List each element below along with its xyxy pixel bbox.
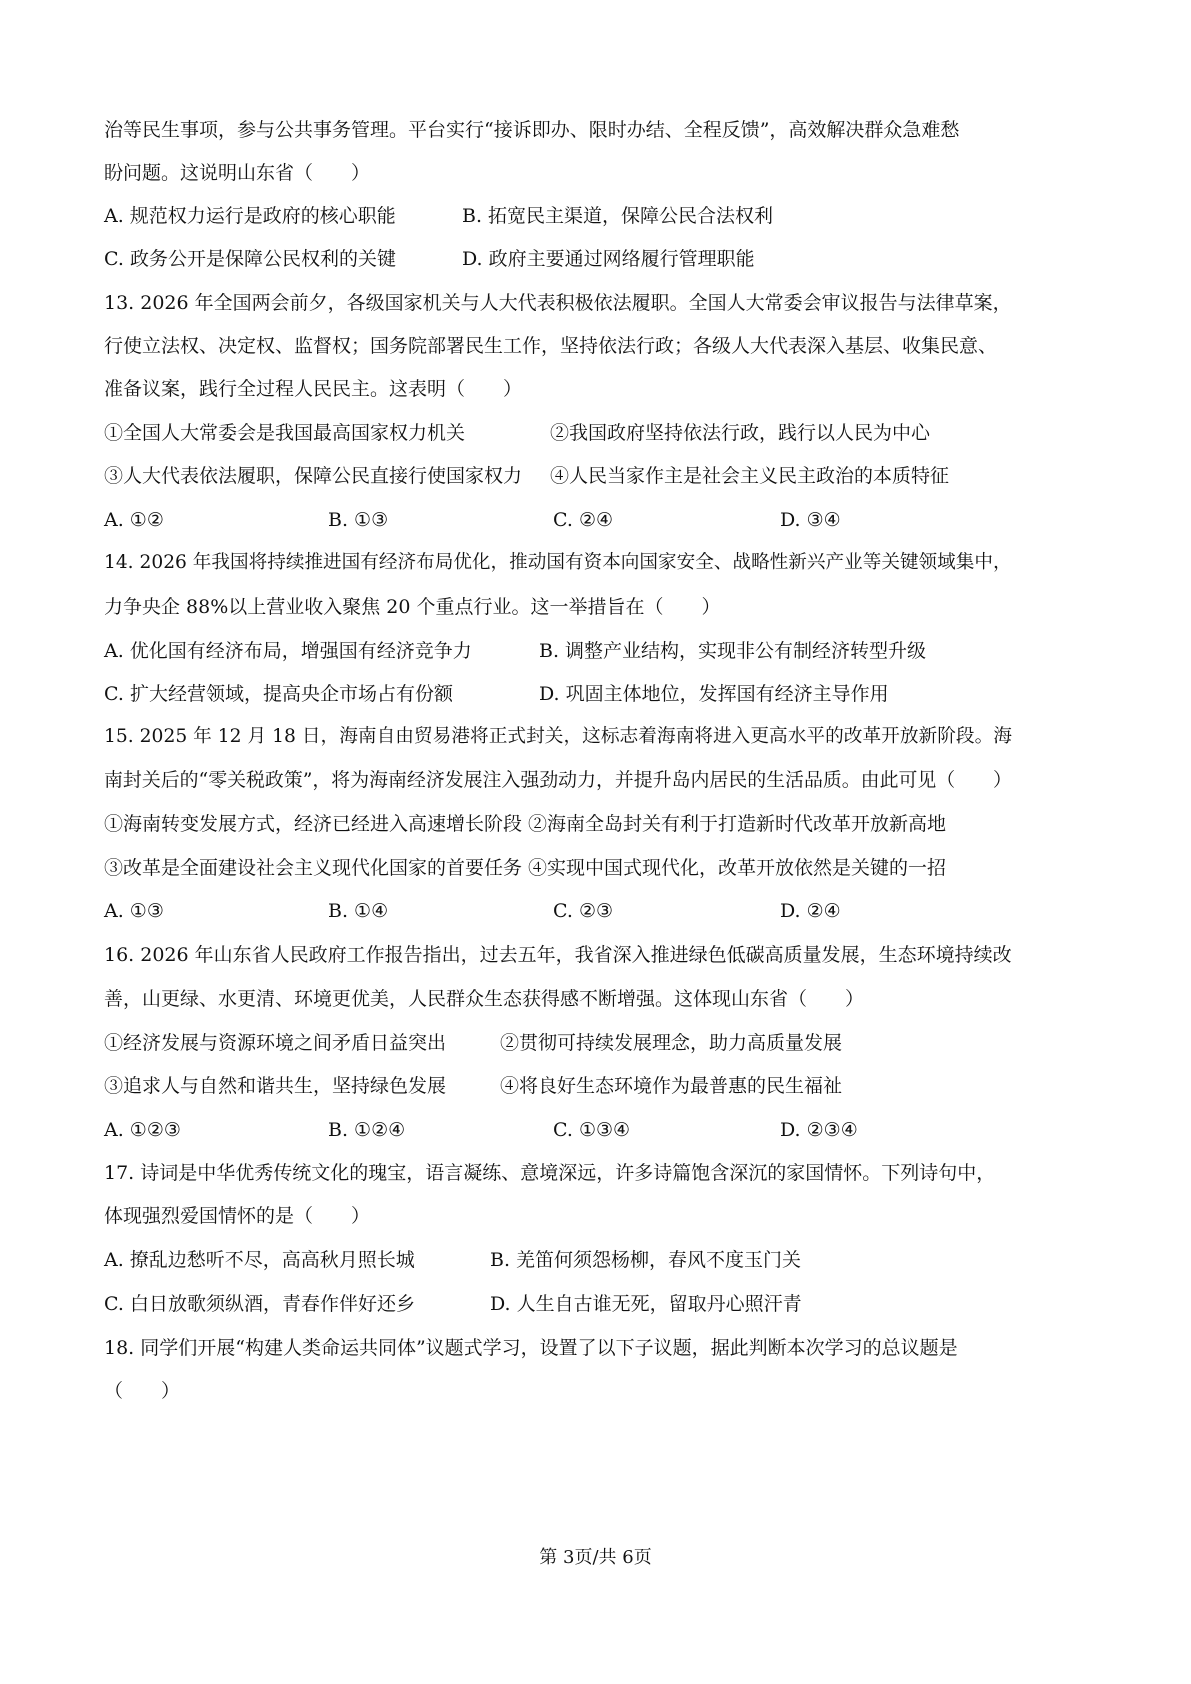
q13-option-a: A. ①② — [104, 509, 164, 531]
q16-statement-4: ④将良好生态环境作为最普惠的民生福祉 — [500, 1075, 843, 1097]
q13-statement-2: ②我国政府坚持依法行政，践行以人民为中心 — [550, 422, 931, 444]
q13-option-b: B. ①③ — [328, 509, 389, 531]
q12-option-c: C. 政务公开是保障公民权利的关键 — [104, 248, 396, 270]
q12-option-d: D. 政府主要通过网络履行管理职能 — [462, 248, 755, 270]
q17-stem-line-1: 17. 诗词是中华优秀传统文化的瑰宝，语言凝练、意境深远，许多诗篇饱含深沉的家国情怀。下列诗句中， — [104, 1162, 996, 1184]
q17-option-c: C. 白日放歌须纵酒，青春作伴好还乡 — [104, 1293, 415, 1315]
q15-stem-line-1: 15. 2025 年 12 月 18 日，海南自由贸易港将正式封关，这标志着海南将进入更高水平的改革开放新阶段。海 — [104, 726, 1012, 747]
q16-statement-1: ①经济发展与资源环境之间矛盾日益突出 — [104, 1032, 447, 1054]
q17-stem-line-2: 体现强烈爱国情怀的是（ ） — [104, 1205, 371, 1227]
q16-option-c: C. ①③④ — [553, 1119, 631, 1141]
q12-option-a: A. 规范权力运行是政府的核心职能 — [104, 205, 396, 227]
q17-option-b: B. 羌笛何须怨杨柳，春风不度玉门关 — [490, 1249, 802, 1271]
q16-stem-line-1: 16. 2026 年山东省人民政府工作报告指出，过去五年，我省深入推进绿色低碳高质量发展，生态环境持续改 — [104, 944, 1012, 966]
q13-option-d: D. ③④ — [780, 509, 841, 531]
q17-option-d: D. 人生自古谁无死，留取丹心照汗青 — [490, 1293, 802, 1315]
q16-option-d: D. ②③④ — [780, 1119, 858, 1141]
q13-option-c: C. ②④ — [553, 509, 614, 531]
q15-option-d: D. ②④ — [780, 900, 841, 922]
q13-statement-1: ①全国人大常委会是我国最高国家权力机关 — [104, 422, 466, 444]
q16-option-a: A. ①②③ — [104, 1119, 181, 1141]
q15-option-c: C. ②③ — [553, 900, 614, 922]
q16-statement-3: ③追求人与自然和谐共生，坚持绿色发展 — [104, 1075, 447, 1097]
q13-stem-line-2: 行使立法权、决定权、监督权；国务院部署民生工作，坚持依法行政；各级人大代表深入基层、收集民意、 — [104, 335, 998, 357]
q16-option-b: B. ①②④ — [328, 1119, 406, 1141]
q14-option-d: D. 巩固主体地位，发挥国有经济主导作用 — [539, 683, 889, 705]
q12-option-b: B. 拓宽民主渠道，保障公民合法权利 — [462, 205, 774, 227]
q13-stem-line-3: 准备议案，践行全过程人民民主。这表明（ ） — [104, 378, 523, 400]
q15-stem-line-2: 南封关后的“零关税政策”，将为海南经济发展注入强劲动力，并提升岛内居民的生活品质。由此可见（ ） — [104, 769, 1012, 791]
q17-option-a: A. 撩乱边愁听不尽，高高秋月照长城 — [104, 1249, 415, 1271]
q13-stem-line-1: 13. 2026 年全国两会前夕，各级国家机关与人大代表积极依法履职。全国人大常委会审议报告与法律草案， — [104, 292, 1012, 314]
q14-stem-line-1: 14. 2026 年我国将持续推进国有经济布局优化，推动国有资本向国家安全、战略性新兴产业等关键领域集中， — [104, 552, 1012, 573]
q15-option-b: B. ①④ — [328, 900, 389, 922]
q12-stem-line-1: 治等民生事项，参与公共事务管理。平台实行“接诉即办、限时办结、全程反馈”，高效解决群众急难愁 — [104, 119, 960, 141]
q18-stem-line-1: 18. 同学们开展“构建人类命运共同体”议题式学习，设置了以下子议题，据此判断本次学习的总议题是 — [104, 1337, 958, 1359]
q16-stem-line-2: 善，山更绿、水更清、环境更优美，人民群众生态获得感不断增强。这体现山东省（ ） — [104, 988, 865, 1010]
q16-statement-2: ②贯彻可持续发展理念，助力高质量发展 — [500, 1032, 843, 1054]
q15-option-a: A. ①③ — [104, 900, 164, 922]
q15-statements-3-4: ③改革是全面建设社会主义现代化国家的首要任务 ④实现中国式现代化，改革开放依然是关键的一招 — [104, 857, 947, 879]
q14-stem-line-2: 力争央企 88%以上营业收入聚焦 20 个重点行业。这一举措旨在（ ） — [104, 596, 721, 618]
q14-option-c: C. 扩大经营领域，提高央企市场占有份额 — [104, 683, 453, 705]
page-footer: 第 3页/共 6页 — [539, 1547, 652, 1568]
q14-option-a: A. 优化国有经济布局，增强国有经济竞争力 — [104, 640, 472, 662]
q18-stem-line-2: （ ） — [104, 1380, 181, 1402]
q13-statement-3: ③人大代表依法履职，保障公民直接行使国家权力 — [104, 465, 523, 487]
q15-statements-1-2: ①海南转变发展方式，经济已经进入高速增长阶段 ②海南全岛封关有利于打造新时代改革开放新高地 — [104, 813, 947, 835]
q14-option-b: B. 调整产业结构，实现非公有制经济转型升级 — [539, 640, 927, 662]
q12-stem-line-2: 盼问题。这说明山东省（ ） — [104, 162, 371, 184]
q13-statement-4: ④人民当家作主是社会主义民主政治的本质特征 — [550, 465, 950, 487]
